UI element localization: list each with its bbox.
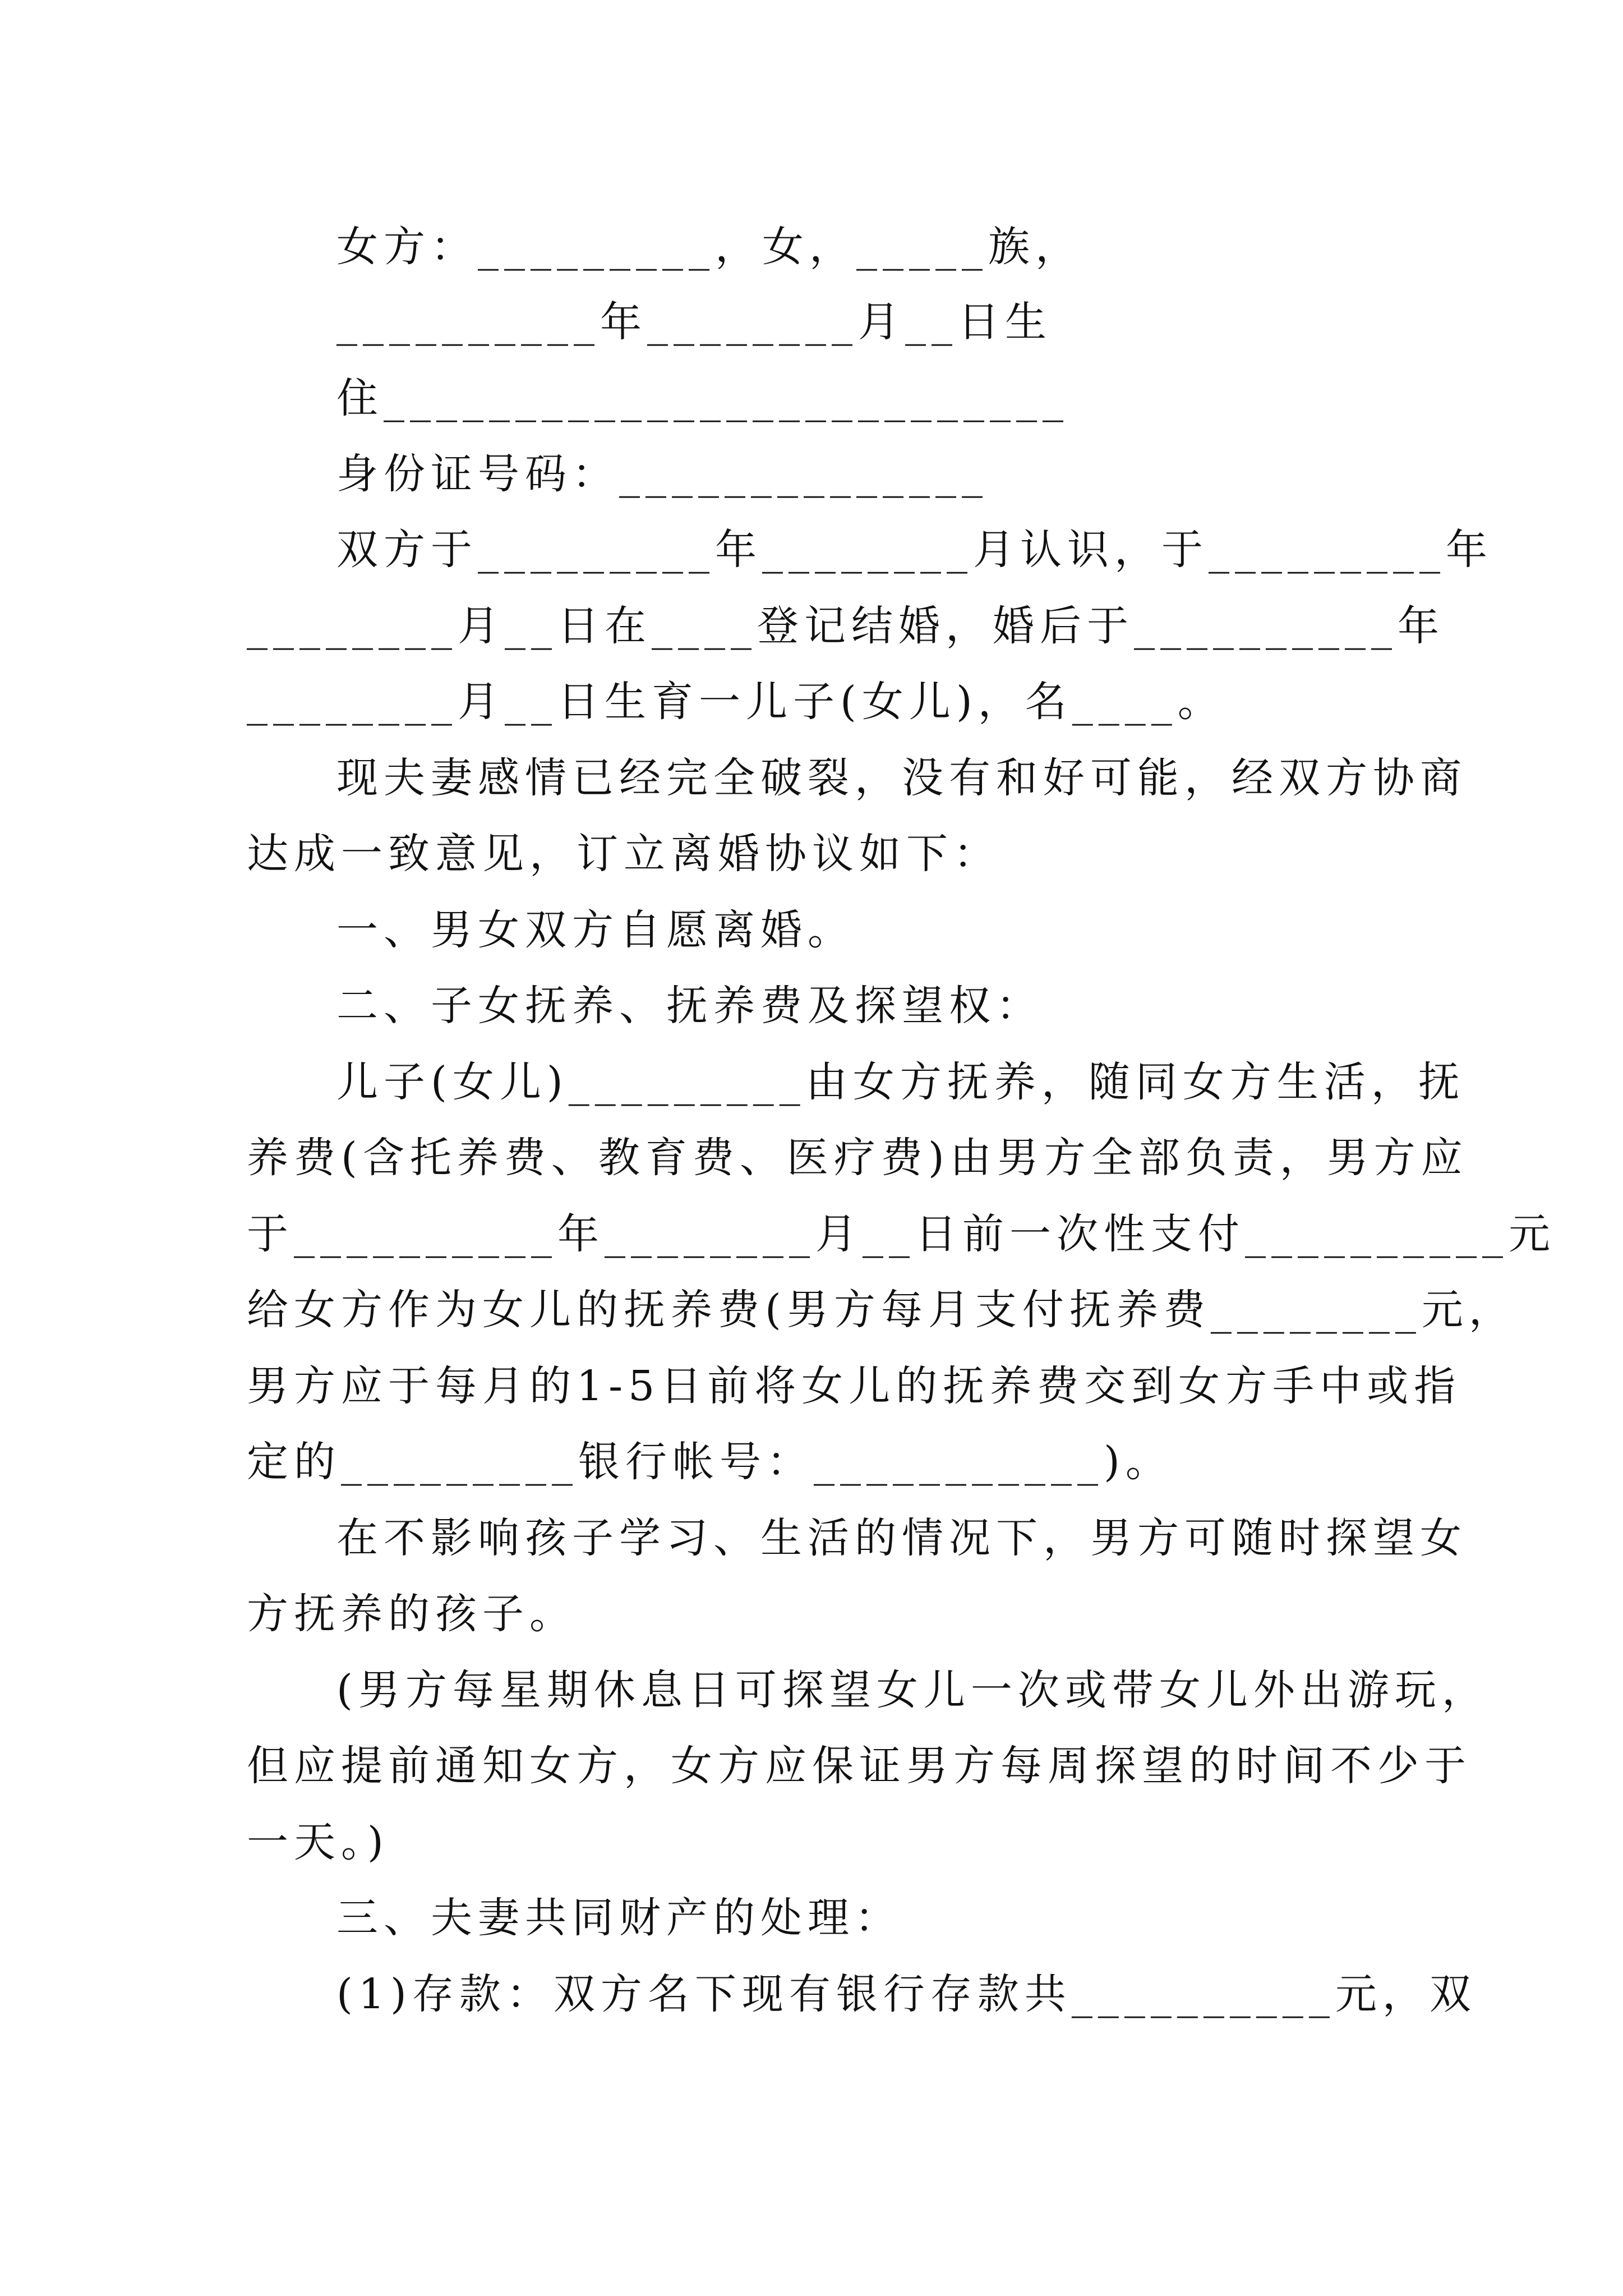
text-line: 儿子(女儿)_________由女方抚养，随同女方生活，抚 xyxy=(336,1058,1465,1106)
text-line: 住__________________________ xyxy=(336,374,1069,422)
text-line: 女方：_________，女，_____族， xyxy=(336,223,1082,271)
text-line: 一、男女双方自愿离婚。 xyxy=(336,906,855,954)
text-line: 双方于_________年________月认识，于_________年 xyxy=(336,526,1493,574)
text-line: ________月__日生育一儿子(女儿)，名____。 xyxy=(247,678,1225,726)
text-line: 一天。) xyxy=(247,1818,389,1866)
text-line: 现夫妻感情已经完全破裂，没有和好可能，经双方协商 xyxy=(336,754,1467,802)
text-line: __________年________月__日生 xyxy=(336,298,1052,346)
text-line: 二、子女抚养、抚养费及探望权： xyxy=(336,982,1043,1030)
text-line: (1)存款：双方名下现有银行存款共__________元，双 xyxy=(336,1970,1477,2018)
text-line: ________月__日在____登记结婚，婚后于__________年 xyxy=(247,602,1445,650)
text-line: 在不影响孩子学习、生活的情况下，男方可随时探望女 xyxy=(336,1514,1467,1562)
text-line: (男方每星期休息日可探望女儿一次或带女儿外出游玩， xyxy=(336,1666,1489,1714)
text-line: 于__________年________月__日前一次性支付__________元 xyxy=(247,1210,1556,1258)
text-line: 三、夫妻共同财产的处理： xyxy=(336,1894,902,1942)
text-line: 给女方作为女儿的抚养费(男方每月支付抚养费________元， xyxy=(247,1286,1516,1334)
text-line: 达成一致意见，订立离婚协议如下： xyxy=(247,830,1000,878)
text-line: 男方应于每月的1-5日前将女儿的抚养费交到女方手中或指 xyxy=(247,1362,1461,1410)
text-line: 但应提前通知女方，女方应保证男方每周探望的时间不少于 xyxy=(247,1742,1472,1790)
text-line: 身份证号码：______________ xyxy=(336,450,988,498)
text-line: 养费(含托养费、教育费、医疗费)由男方全部负责，男方应 xyxy=(247,1134,1468,1182)
text-line: 方抚养的孩子。 xyxy=(247,1590,577,1638)
text-line: 定的_________银行帐号：___________)。 xyxy=(247,1438,1173,1486)
